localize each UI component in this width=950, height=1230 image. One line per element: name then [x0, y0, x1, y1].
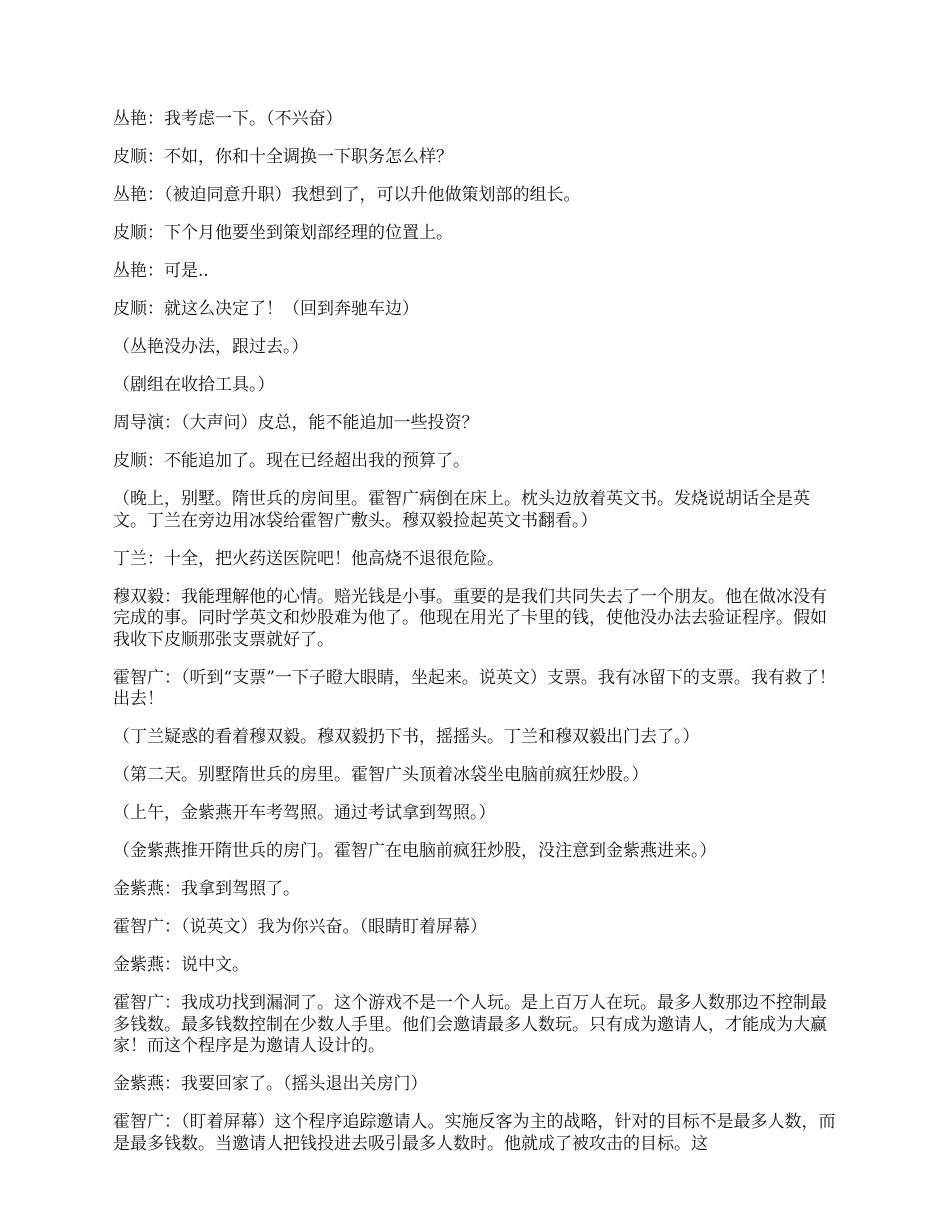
- paragraph-17: （上午，金紫燕开车考驾照。通过考试拿到驾照。）: [113, 803, 496, 823]
- paragraph-10: 皮顺：不能追加了。现在已经超出我的预算了。: [113, 451, 470, 471]
- paragraph-16: （第二天。别墅隋世兵的房里。霍智广头顶着冰袋坐电脑前疯狂炒股。）: [113, 765, 649, 785]
- paragraph-9: 周导演：（大声问）皮总，能不能追加一些投资？: [113, 413, 479, 433]
- paragraph-7: （丛艳没办法，跟过去。）: [113, 337, 309, 357]
- paragraph-8: （剧组在收拾工具。）: [113, 375, 275, 395]
- paragraph-2: 皮顺：不如，你和十全调换一下职务怎么样？: [113, 147, 453, 167]
- paragraph-24: 霍智广：（盯着屏幕）这个程序追踪邀请人。实施反客为主的战略，针对的目标不是最多人数，而是最多钱数。当邀请人把钱投进去吸引最多人数时。他就成了被攻击的目标。这: [113, 1112, 836, 1154]
- paragraph-19: 金紫燕：我拿到驾照了。: [113, 879, 300, 899]
- paragraph-12: 丁兰：十全，把火药送医院吧！他高烧不退很危险。: [113, 548, 504, 569]
- paragraph-22: 霍智广：我成功找到漏洞了。这个游戏不是一个人玩。是上百万人在玩。最多人数那边不控制最多钱数。最多钱数控制在少数人手里。他们会邀请最多人数玩。只有成为邀请人，才能成为大赢家！而这个程序是为邀请人设计的。: [113, 993, 827, 1056]
- paragraph-21: 金紫燕：说中文。: [113, 955, 249, 975]
- paragraph-6: 皮顺：就这么决定了！（回到奔驰车边）: [113, 299, 419, 319]
- paragraph-3: 丛艳：（被迫同意升职）我想到了，可以升他做策划部的组长。: [113, 185, 581, 205]
- script-text-body: [113, 109, 838, 1172]
- paragraph-14: 霍智广：（听到“支票”一下子瞪大眼睛，坐起来。说英文）支票。我有冰留下的支票。我有救了！出去！: [113, 667, 836, 709]
- paragraph-13: 穆双毅：我能理解他的心情。赔光钱是小事。重要的是我们共同失去了一个朋友。他在做冰没有完成的事。同时学英文和炒股难为他了。他现在用光了卡里的钱，使他没办法去验证程序。假如我收下皮顺那张支票就好了。: [113, 586, 827, 650]
- paragraph-23: 金紫燕：我要回家了。（摇头退出关房门）: [113, 1074, 428, 1094]
- paragraph-20: 霍智广：（说英文）我为你兴奋。（眼睛盯着屏幕）: [113, 917, 487, 937]
- paragraph-18: （金紫燕推开隋世兵的房门。霍智广在电脑前疯狂炒股，没注意到金紫燕进来。）: [113, 841, 717, 861]
- paragraph-1: 丛艳：我考虑一下。（不兴奋）: [113, 109, 343, 129]
- paragraph-15: （丁兰疑惑的看着穆双毅。穆双毅扔下书，摇摇头。丁兰和穆双毅出门去了。）: [113, 727, 700, 747]
- paragraph-5: 丛艳：可是..: [113, 261, 209, 281]
- paragraph-11: （晚上，别墅。隋世兵的房间里。霍智广病倒在床上。枕头边放着英文书。发烧说胡话全是英文。丁兰在旁边用冰袋给霍智广敷头。穆双毅捡起英文书翻看。）: [113, 489, 810, 531]
- paragraph-4: 皮顺：下个月他要坐到策划部经理的位置上。: [113, 223, 453, 243]
